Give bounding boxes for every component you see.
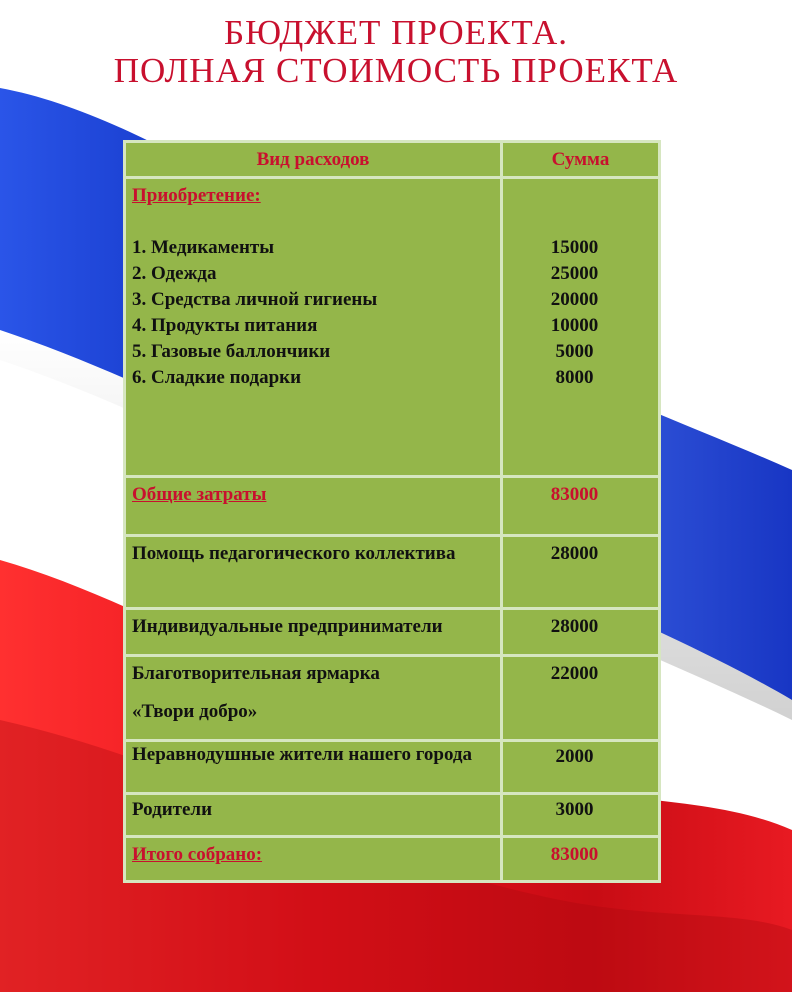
source-label: Индивидуальные предприниматели bbox=[125, 609, 502, 656]
purchase-item-label: 3. Средства личной гигиены bbox=[132, 289, 378, 310]
table-row-source bbox=[125, 656, 660, 741]
table-header-row bbox=[125, 142, 660, 178]
source-amount: 3000 bbox=[502, 794, 660, 837]
table-row-source bbox=[125, 536, 660, 609]
purchase-item-label: 2. Одежда bbox=[132, 263, 217, 284]
purchase-item-amount: 25000 bbox=[550, 263, 599, 284]
table-row-purchases bbox=[125, 178, 660, 477]
table-row-total-costs bbox=[125, 477, 660, 536]
title-line-2: ПОЛНАЯ СТОИМОСТЬ ПРОЕКТА bbox=[113, 51, 679, 90]
purchases-amount-cell bbox=[502, 178, 660, 477]
header-amount: Сумма bbox=[502, 142, 660, 178]
total-collected-amount: 83000 bbox=[502, 837, 660, 882]
source-amount: 2000 bbox=[502, 741, 660, 794]
purchase-item-label: 1. Медикаменты bbox=[132, 237, 275, 258]
purchase-item-amount: 5000 bbox=[555, 341, 594, 362]
table-row-source bbox=[125, 794, 660, 837]
source-label: Благотворительная ярмарка bbox=[132, 663, 380, 684]
purchase-item-amount: 15000 bbox=[550, 237, 599, 258]
source-label: Неравнодушные жители нашего города bbox=[125, 741, 502, 794]
title-line-1: БЮДЖЕТ ПРОЕКТА. bbox=[223, 13, 568, 52]
total-costs-amount: 83000 bbox=[502, 477, 660, 536]
page-title bbox=[0, 14, 792, 90]
table-row-total-collected bbox=[125, 837, 660, 882]
table-row-source bbox=[125, 741, 660, 794]
source-amount: 28000 bbox=[502, 609, 660, 656]
purchases-cell bbox=[125, 178, 502, 477]
purchase-item-label: 6. Сладкие подарки bbox=[132, 367, 302, 388]
purchase-item-amount: 8000 bbox=[555, 367, 594, 388]
purchase-item-label: 5. Газовые баллончики bbox=[132, 341, 331, 362]
total-collected-label: Итого собрано: bbox=[132, 844, 263, 865]
source-label: Помощь педагогического коллектива bbox=[125, 536, 502, 609]
table-row-source bbox=[125, 609, 660, 656]
source-amount: 22000 bbox=[502, 656, 660, 741]
header-expense-type: Вид расходов bbox=[125, 142, 502, 178]
purchases-heading: Приобретение: bbox=[132, 185, 261, 206]
source-sublabel: «Твори добро» bbox=[132, 701, 258, 722]
purchase-item-label: 4. Продукты питания bbox=[132, 315, 318, 336]
total-costs-label: Общие затраты bbox=[132, 484, 267, 505]
source-label: Родители bbox=[125, 794, 502, 837]
budget-table bbox=[123, 140, 661, 883]
purchase-item-amount: 20000 bbox=[550, 289, 599, 310]
purchase-item-amount: 10000 bbox=[550, 315, 599, 336]
source-amount: 28000 bbox=[502, 536, 660, 609]
